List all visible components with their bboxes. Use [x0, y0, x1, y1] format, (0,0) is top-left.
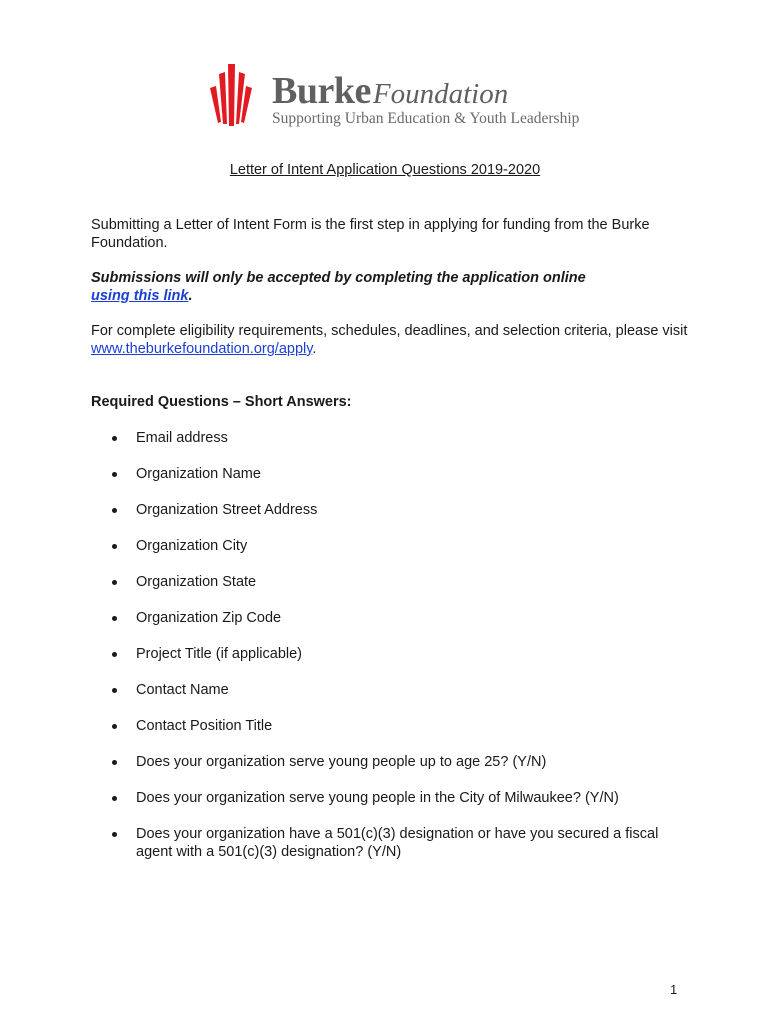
question-text: Does your organization have a 501(c)(3) designation or have you secured a fiscal agent with a 501(c)(3) designation? (Y/N) [136, 826, 659, 860]
question-text: Does your organization serve young people in the City of Milwaukee? (Y/N) [136, 790, 619, 806]
list-item [91, 501, 691, 519]
document-title: Letter of Intent Application Questions 2019-2020 [229, 162, 541, 178]
bullet-icon [112, 760, 117, 765]
bullet-icon [112, 508, 117, 513]
website-link[interactable]: www.theburkefoundation.org/apply [91, 341, 313, 357]
question-text: Organization City [136, 538, 248, 554]
question-text: Organization Zip Code [136, 610, 282, 626]
list-item [91, 789, 691, 807]
logo-name-italic: Foundation [372, 78, 509, 110]
list-item [91, 681, 691, 699]
eligibility-text: For complete eligibility requirements, schedules, deadlines, and selection criteria, please visit [91, 323, 688, 339]
logo-name-bold: Burke [272, 70, 371, 112]
list-item [91, 573, 691, 591]
question-text: Organization Name [136, 466, 261, 482]
bullet-icon [112, 796, 117, 801]
question-text: Does your organization serve young people up to age 25? (Y/N) [136, 754, 547, 770]
questions-list [91, 429, 691, 879]
bullet-icon [112, 688, 117, 693]
question-text: Contact Position Title [136, 718, 273, 734]
list-item [91, 465, 691, 483]
intro-paragraph: Submitting a Letter of Intent Form is the first step in applying for funding from the Burke Foundation. [91, 217, 650, 251]
list-item [91, 825, 691, 861]
question-text: Project Title (if applicable) [136, 646, 303, 662]
eligibility-paragraph [91, 322, 691, 358]
list-item [91, 717, 691, 735]
burke-foundation-logo [208, 62, 580, 132]
list-item [91, 645, 691, 663]
bullet-icon [112, 472, 117, 477]
eligibility-end: . [312, 341, 317, 357]
list-item [91, 753, 691, 771]
submission-notice [91, 269, 691, 305]
question-text: Organization Street Address [136, 502, 318, 518]
application-link[interactable]: using this link [91, 288, 189, 304]
logo-wordmark [272, 72, 508, 110]
question-text: Contact Name [136, 682, 229, 698]
question-text: Email address [136, 430, 228, 446]
bullet-icon [112, 616, 117, 621]
question-text: Organization State [136, 574, 257, 590]
list-item [91, 537, 691, 555]
page-number: 1 [670, 982, 678, 997]
burke-flame-mark-icon [208, 62, 254, 128]
list-item [91, 609, 691, 627]
logo-tagline: Supporting Urban Education & Youth Leadership [272, 110, 580, 127]
bullet-icon [112, 436, 117, 441]
section-heading: Required Questions – Short Answers: [91, 394, 352, 410]
bullet-icon [112, 580, 117, 585]
bullet-icon [112, 544, 117, 549]
bullet-icon [112, 652, 117, 657]
list-item [91, 429, 691, 447]
notice-end: . [188, 288, 193, 304]
bullet-icon [112, 724, 117, 729]
notice-text: Submissions will only be accepted by completing the application online [91, 270, 586, 286]
bullet-icon [112, 832, 117, 837]
